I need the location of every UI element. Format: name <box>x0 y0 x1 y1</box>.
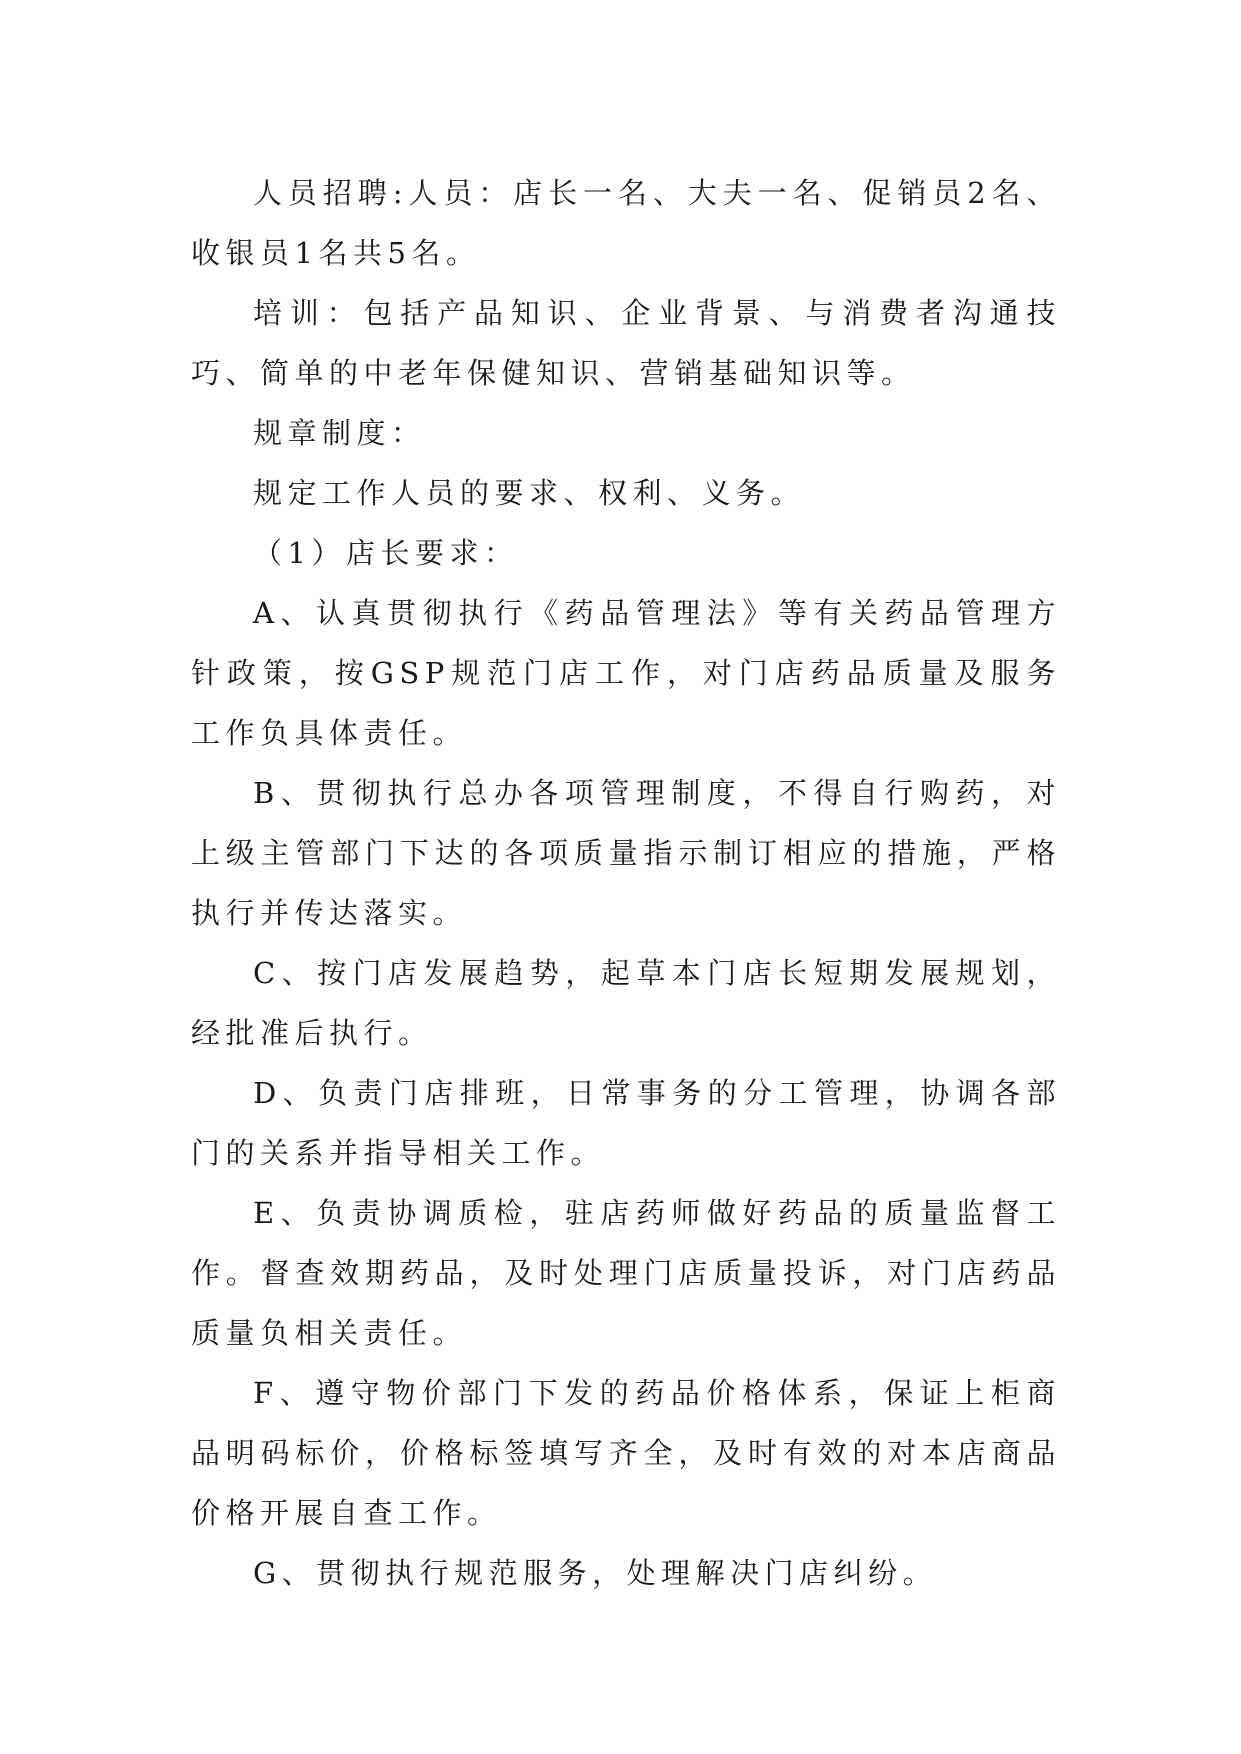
paragraph-item-f: F、遵守物价部门下发的药品价格体系，保证上柜商品明码标价，价格标签填写齐全，及时有效的对本店商品价格开展自查工作。 <box>191 1376 1061 1530</box>
paragraph-item-e: E、负责协调质检，驻店药师做好药品的质量监督工作。督查效期药品，及时处理门店质量投诉，对门店药品质量负相关责任。 <box>191 1196 1061 1350</box>
paragraph-item-d: D、负责门店排班，日常事务的分工管理，协调各部门的关系并指导相关工作。 <box>191 1076 1061 1170</box>
paragraph-item-g: G、贯彻执行规范服务，处理解决门店纠纷。 <box>253 1556 938 1590</box>
paragraph-rules-intro: 规定工作人员的要求、权利、义务。 <box>253 476 806 510</box>
paragraph-item-a: A、认真贯彻执行《药品管理法》等有关药品管理方针政策，按GSP规范门店工作，对门店药品质量及服务工作负具体责任。 <box>191 596 1061 750</box>
document-body <box>191 163 1061 1603</box>
paragraph-item-c: C、按门店发展趋势，起草本门店长短期发展规划，经批准后执行。 <box>191 956 1061 1050</box>
paragraph-recruitment: 人员招聘:人员：店长一名、大夫一名、促销员2名、收银员1名共5名。 <box>191 176 1061 270</box>
paragraph-manager-requirements-heading: （1）店长要求： <box>253 536 519 570</box>
paragraph-rules-heading: 规章制度： <box>253 416 426 450</box>
paragraph-training: 培训：包括产品知识、企业背景、与消费者沟通技巧、简单的中老年保健知识、营销基础知识等。 <box>191 296 1061 390</box>
paragraph-item-b: B、贯彻执行总办各项管理制度，不得自行购药，对上级主管部门下达的各项质量指示制订相应的措施，严格执行并传达落实。 <box>191 776 1061 930</box>
